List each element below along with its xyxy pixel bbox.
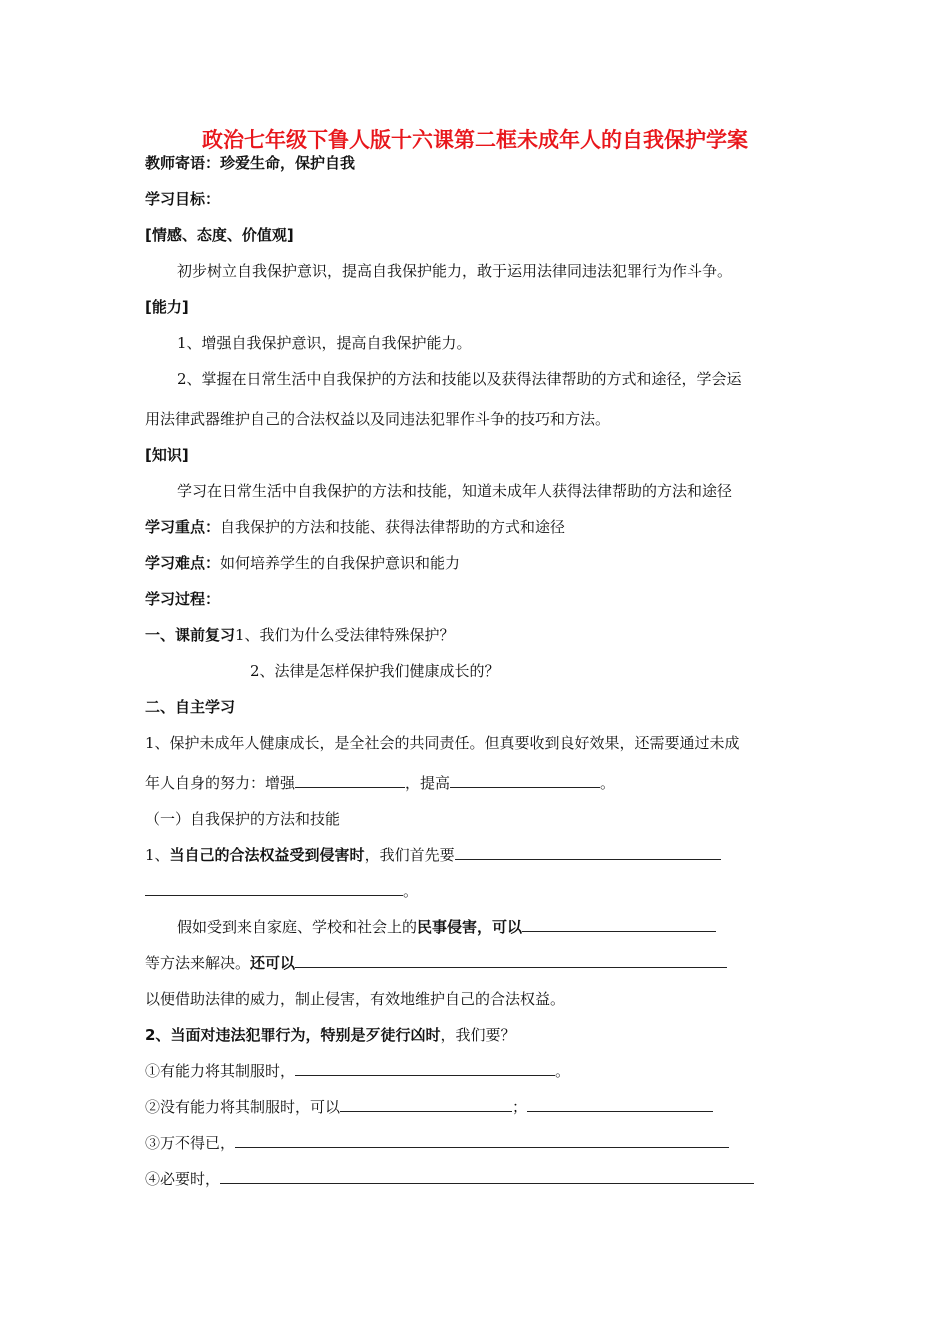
question-1-tail: ，我们首先要: [364, 846, 455, 864]
key-points-text: 自我保护的方法和技能、获得法律帮助的方式和途径: [220, 518, 566, 536]
question-2-tail: ，我们要？: [440, 1026, 516, 1044]
blank-civil-also[interactable]: [295, 953, 727, 968]
blank-option-2a[interactable]: [340, 1097, 512, 1112]
ability-heading: [能力]: [145, 298, 189, 316]
review-label: 一、课前复习: [145, 626, 236, 644]
review-question-2: 2、法律是怎样保护我们健康成长的？: [250, 662, 500, 680]
option-2-text: ②没有能力将其制服时，可以: [145, 1098, 341, 1116]
question-1-continuation: [145, 881, 418, 901]
option-3-text: ③万不得已，: [145, 1134, 236, 1152]
civil-line-2: [145, 953, 727, 973]
blank-option-2b[interactable]: [527, 1097, 713, 1112]
self-study-heading: 二、自主学习: [145, 698, 236, 716]
subsection-1-heading: （一）自我保护的方法和技能: [145, 810, 341, 828]
blank-option-4[interactable]: [220, 1169, 754, 1184]
question-1-number: 1、: [145, 846, 170, 864]
paragraph-1-pre: 年人自身的努力：增强: [145, 774, 296, 792]
option-2: [145, 1097, 713, 1117]
ability-item-2-line2: 用法律武器维护自己的合法权益以及同违法犯罪作斗争的技巧和方法。: [145, 410, 611, 428]
question-2-number: 2、: [145, 1026, 171, 1044]
difficult-points-label: 学习难点：: [145, 554, 221, 572]
blank-option-3[interactable]: [235, 1133, 729, 1148]
option-4-text: ④必要时，: [145, 1170, 221, 1188]
emotion-text: 初步树立自我保护意识，提高自我保护能力，敢于运用法律同违法犯罪行为作斗争。: [177, 262, 733, 280]
civil-pre: 假如受到来自家庭、学校和社会上的: [177, 918, 418, 936]
process-heading: 学习过程：: [145, 590, 221, 608]
page-title: 政治七年级下鲁人版十六课第二框未成年人的自我保护学案: [202, 128, 748, 152]
blank-first-step-line1[interactable]: [455, 845, 721, 860]
civil-line-1: [177, 917, 716, 937]
civil-bold: 民事侵害，可以: [417, 918, 523, 936]
blank-improve[interactable]: [450, 773, 600, 788]
paragraph-1-line2: [145, 773, 615, 793]
option-4: [145, 1169, 754, 1189]
option-1-end: 。: [555, 1062, 571, 1080]
question-2: [145, 1025, 515, 1045]
difficult-points: [145, 553, 460, 573]
teacher-motto: 教师寄语：珍爱生命，保护自我: [145, 154, 356, 172]
paragraph-1-line1: 1、保护未成年人健康成长，是全社会的共同责任。但真要收到良好效果，还需要通过未成: [145, 734, 740, 752]
blank-civil-methods[interactable]: [522, 917, 716, 932]
blank-option-1[interactable]: [295, 1061, 555, 1076]
review-line-1: [145, 625, 455, 645]
option-3: [145, 1133, 729, 1153]
option-2-separator: ；: [512, 1098, 528, 1116]
difficult-points-text: 如何培养学生的自我保护意识和能力: [220, 554, 461, 572]
question-1-bold: 当自己的合法权益受到侵害时: [169, 846, 365, 864]
goals-heading: 学习目标：: [145, 190, 221, 208]
key-points-label: 学习重点：: [145, 518, 221, 536]
knowledge-heading: [知识]: [145, 446, 189, 464]
question-2-bold: 当面对违法犯罪行为，特别是歹徒行凶时: [170, 1026, 441, 1044]
key-points: [145, 517, 565, 537]
question-1-end: 。: [403, 882, 419, 900]
option-1-text: ①有能力将其制服时，: [145, 1062, 296, 1080]
emotion-heading: [情感、态度、价值观]: [145, 226, 294, 244]
civil-result: 以便借助法律的威力，制止侵害，有效地维护自己的合法权益。: [145, 990, 566, 1008]
blank-first-step-line2[interactable]: [145, 881, 403, 896]
question-1: [145, 845, 721, 865]
ability-item-1: 1、增强自我保护意识，提高自我保护能力。: [177, 334, 472, 352]
civil-next: 等方法来解决。: [145, 954, 251, 972]
paragraph-1-mid: ，提高: [405, 774, 451, 792]
civil-also: 还可以: [250, 954, 296, 972]
blank-enhance[interactable]: [295, 773, 405, 788]
review-question-1: 1、我们为什么受法律特殊保护？: [235, 626, 455, 644]
option-1: [145, 1061, 570, 1081]
knowledge-text: 学习在日常生活中自我保护的方法和技能，知道未成年人获得法律帮助的方法和途径: [177, 482, 733, 500]
ability-item-2-line1: 2、掌握在日常生活中自我保护的方法和技能以及获得法律帮助的方式和途径，学会运: [177, 370, 742, 388]
paragraph-1-end: 。: [600, 774, 616, 792]
